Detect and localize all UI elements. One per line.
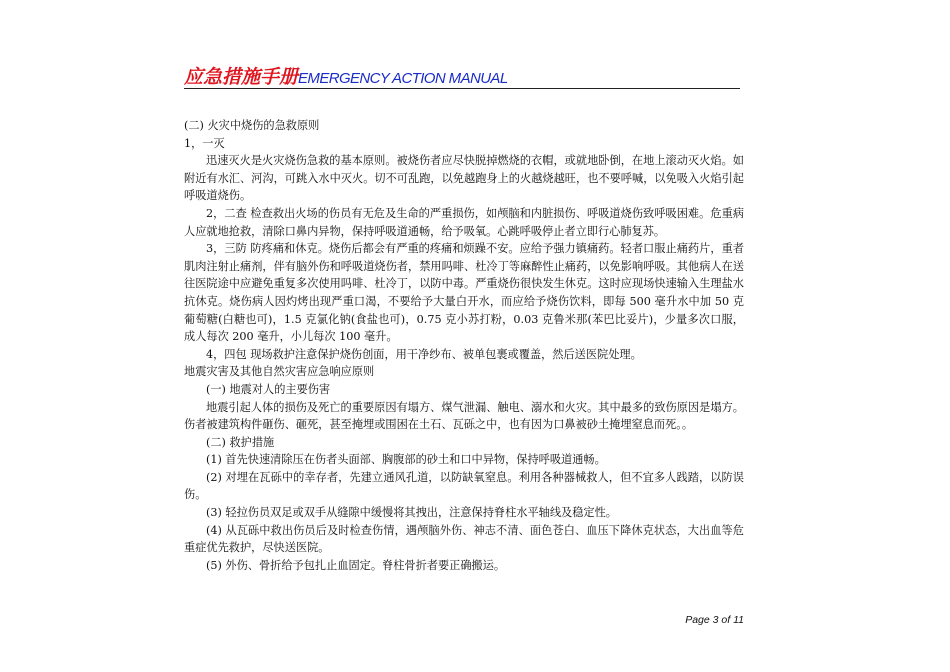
list-item-rescue-2: (2) 对埋在瓦砾中的幸存者，先建立通风孔道，以防缺氧窒息。利用各种器械救人，但不宜多人践踏，以防误伤。 bbox=[184, 470, 744, 502]
list-item-rescue-3: (3) 轻拉伤员双足或双手从缝隙中缓慢将其拽出，注意保持脊柱水平轴线及稳定性。 bbox=[206, 506, 617, 520]
step-heading-extinguish: 1，一灭 bbox=[184, 136, 225, 150]
header-title-chinese: 应急措施手册 bbox=[184, 66, 299, 88]
list-item-rescue-5: (5) 外伤、骨折给予包扎止血固定。脊柱骨折者要正确搬运。 bbox=[206, 558, 506, 572]
header-title-english: EMERGENCY ACTION MANUAL bbox=[298, 70, 508, 87]
paragraph-earthquake-injuries: 地震引起人体的损伤及死亡的重要原因有塌方、煤气泄漏、触电、溺水和火灾。其中最多的致伤原因是塌方。伤者被建筑构件砸伤、砸死，甚至掩埋或围困在土石、瓦砾之中，也有因为口鼻被砂土掩埋窒息而死。。 bbox=[184, 400, 744, 432]
document-body bbox=[184, 117, 744, 574]
paragraph-prevent: 3，三防 防疼痛和休克。烧伤后都会有严重的疼痛和烦躁不安。应给予强力镇痛药。轻者口服止痛药片，重者肌肉注射止痛剂，伴有脑外伤和呼吸道烧伤者，禁用吗啡、杜冷丁等麻醉性止痛药，以免影响呼吸。其他病人在送往医院途中应避免重复多次使用吗啡、杜冷丁，以防中毒。严重烧伤很快发生休克。这时应现场快速输入生理盐水抗休克。烧伤病人因灼烤出现严重口渴，不要给予大量白开水，而应给予烧伤饮料，即每 500 毫升水中加 50 克葡萄糖(白糖也可)，1.5 克氯化钠(食盐也可)，0.75 克小苏打粉，0.03 克鲁米那(苯巴比妥片)，少量多次口服，成人每次 200 毫升，小儿每次 100 毫升。 bbox=[184, 242, 744, 344]
paragraph-extinguish: 迅速灭火是火灾烧伤急救的基本原则。被烧伤者应尽快脱掉燃烧的衣帽，或就地卧倒，在地上滚动灭火焰。如附近有水汇、河沟，可跳入水中灭火。切不可乱跑，以免越跑身上的火越烧越旺，也不要呼喊，以免吸入火焰引起呼吸道烧伤。 bbox=[184, 154, 744, 203]
list-item-rescue-4: (4) 从瓦砾中救出伤员后及时检查伤情，遇颅脑外伤、神志不清、面色苍白、血压下降休克状态，大出血等危重症优先救护，尽快送医院。 bbox=[184, 523, 744, 555]
page-number: Page 3 of 11 bbox=[685, 614, 744, 626]
section-heading-earthquake: 地震灾害及其他自然灾害应急响应原则 bbox=[184, 365, 375, 379]
page-header bbox=[184, 62, 740, 89]
paragraph-bandage: 4，四包 现场救护注意保护烧伤创面，用干净纱布、被单包裹或覆盖，然后送医院处理。 bbox=[206, 347, 642, 361]
paragraph-check: 2，二查 检查救出火场的伤员有无危及生命的严重损伤，如颅脑和内脏损伤、呼吸道烧伤致呼吸困难。危重病人应就地抢救，清除口鼻内异物，保持呼吸道通畅，给予吸氧。心跳呼吸停止者立即行心肺复苏。 bbox=[184, 206, 744, 238]
subheading-earthquake-injuries: (一) 地震对人的主要伤害 bbox=[206, 382, 331, 396]
subheading-rescue-measures: (二) 救护措施 bbox=[206, 435, 275, 449]
list-item-rescue-1: (1) 首先快速清除压在伤者头面部、胸腹部的砂土和口中异物，保持呼吸道通畅。 bbox=[206, 453, 606, 467]
section-heading-fire-burns: (二) 火灾中烧伤的急救原则 bbox=[184, 119, 320, 132]
